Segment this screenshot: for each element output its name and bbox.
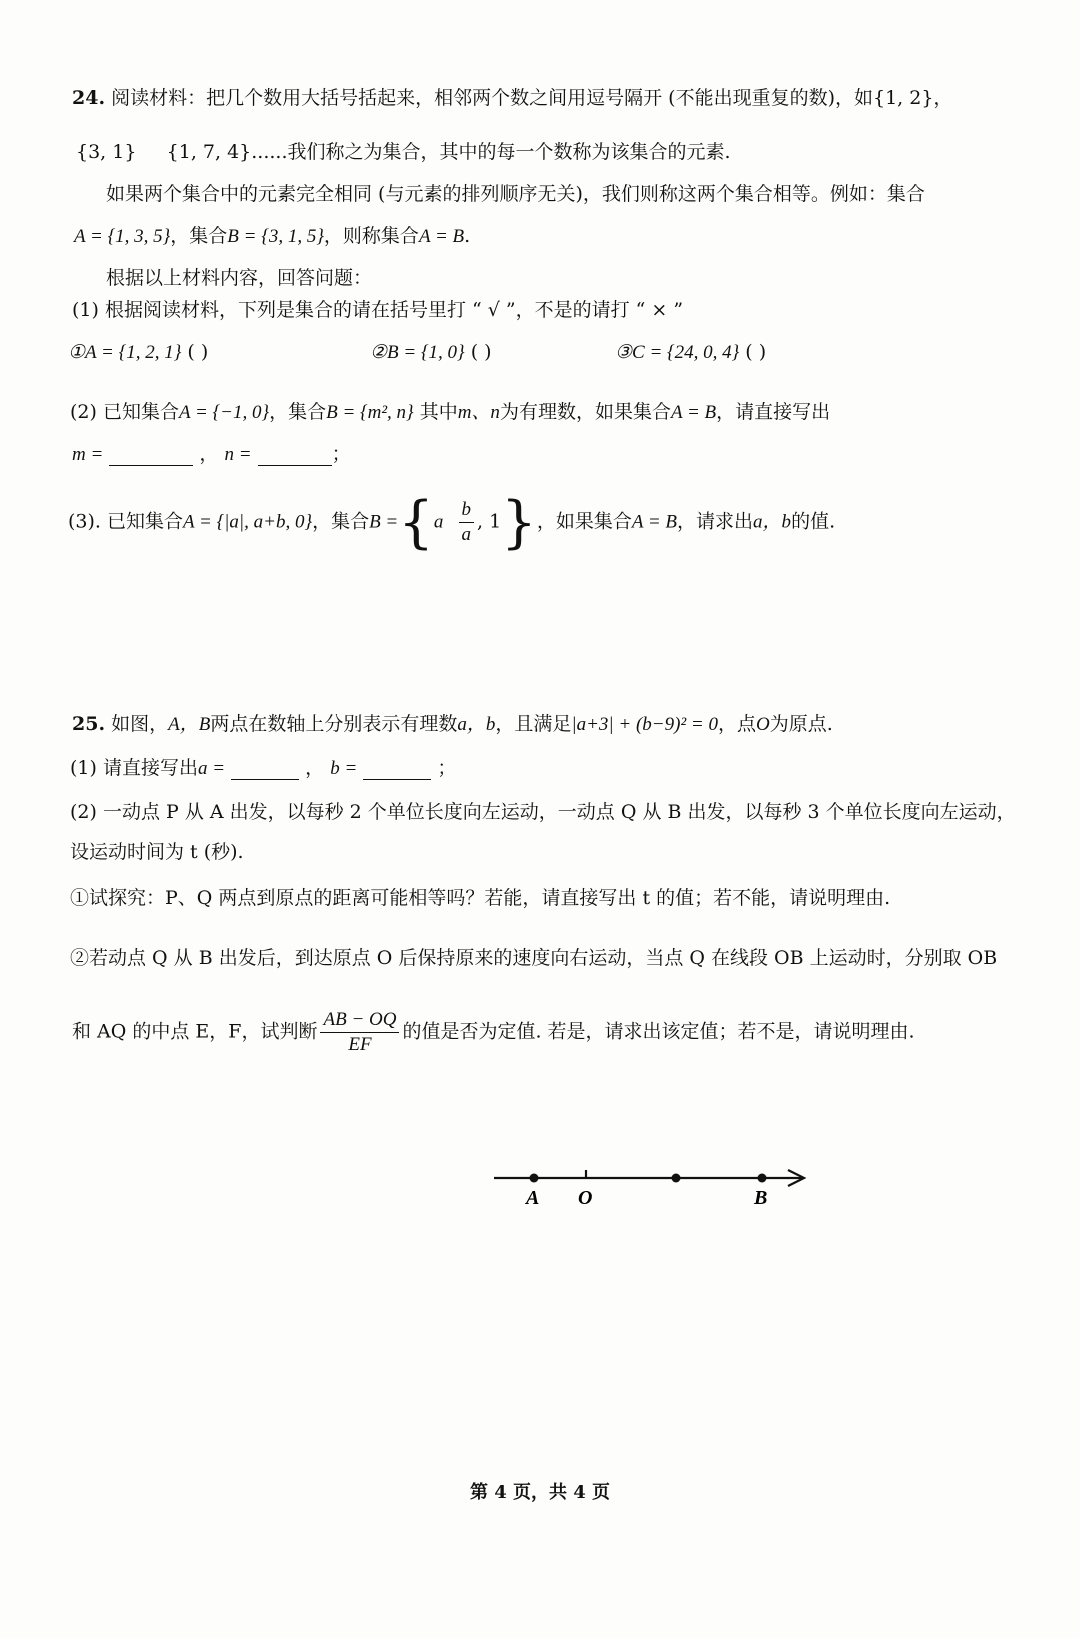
q25-condition: |a+3| + (b−9)² = 0 xyxy=(571,714,718,735)
q25-part2-q2b-b: 的值是否为定值. 若是，请求出该定值；若不是，请说明理由. xyxy=(402,1020,915,1043)
q24-part3-d: ，请求出 xyxy=(677,510,754,533)
q24-part3-b: ，集合 xyxy=(312,510,370,533)
q24-example-end: ，则称集合 xyxy=(323,225,419,247)
q24-part2 xyxy=(70,398,1080,427)
q24-part2-set-a: A = {−1, 0} xyxy=(178,402,270,423)
q25-intro-c: ，且满足 xyxy=(495,713,572,735)
q24-n-label: n = xyxy=(224,444,252,465)
q24-example-dot: . xyxy=(464,225,471,247)
q24-option-c: ③C = {24, 0, 4} xyxy=(615,342,740,363)
q24-answer-paren-b[interactable]: ( ) xyxy=(470,341,492,363)
q25-part2-text-2: 设运动时间为 t (秒). xyxy=(70,841,244,863)
q24-part2-eq: A = B xyxy=(670,402,717,423)
q25-part2-q2b-a: 和 AQ 的中点 E，F，试判断 xyxy=(72,1020,318,1043)
q24-part2-mn: m、n xyxy=(457,402,500,423)
q24-part3-elem-a: a xyxy=(433,511,444,533)
q25-number: 25. xyxy=(72,713,106,735)
q25-part2-line1 xyxy=(70,798,1080,826)
q24-example-set-b: B = {3, 1, 5} xyxy=(227,226,324,247)
q25-end: ； xyxy=(437,757,457,779)
q24-sep: ， xyxy=(199,443,219,465)
q25-intro-e: 为原点. xyxy=(769,713,833,735)
q24-part1-text: (1) 根据阅读材料，下列是集合的请在括号里打 “ √ ”，不是的请打 “ × ” xyxy=(72,299,684,321)
q25-numbers-ab: a，b xyxy=(457,714,496,735)
q24-part2-answers xyxy=(72,440,1080,469)
q24-part2-set-b: B = {m², n} xyxy=(326,402,414,423)
q24-option-b: ②B = {1, 0} xyxy=(370,342,465,363)
q24-part3-ab: a，b xyxy=(753,511,792,533)
q25-intro-d: ，点 xyxy=(717,713,756,735)
q25-part2-q2-text: ②若动点 Q 从 B 出发后，到达原点 O 后保持原来的速度向右运动，当点 Q 在线段 OB 上运动时，分别取 OB xyxy=(70,947,998,969)
q24-comma: ， xyxy=(933,87,953,109)
q24-part3-elem-rest: , 1 xyxy=(477,510,502,533)
q24-part3 xyxy=(68,490,1080,556)
q24-line2 xyxy=(76,138,1080,166)
q24-m-answer-blank[interactable] xyxy=(109,445,193,466)
q24-equal-definition xyxy=(106,180,1080,208)
q24-fraction-denominator: a xyxy=(461,524,471,545)
q25-intro xyxy=(72,710,1080,739)
q24-example-line xyxy=(74,222,1080,251)
q25-part2-text-1: (2) 一动点 P 从 A 出发，以每秒 2 个单位长度向左运动，一动点 Q 从 B 出发，以每秒 3 个单位长度向左运动， xyxy=(70,801,1016,823)
q24-part2-c: 其中 xyxy=(419,401,458,423)
q24-prompt xyxy=(106,264,1080,292)
q25-part2-q1-text: ①试探究：P、Q 两点到原点的距离可能相等吗？若能，请直接写出 t 的值；若不能，请说明理由. xyxy=(70,887,891,909)
q25-part2-q2b xyxy=(72,1008,1080,1057)
q24-example-1: {1, 2} xyxy=(872,87,934,109)
page-footer: 第 4 页，共 4 页 xyxy=(469,1482,611,1503)
q25-fraction xyxy=(320,1008,399,1057)
q24-part3-eq: A = B xyxy=(631,511,678,533)
q24-part3-set-a: A = {|a|, a+b, 0} xyxy=(183,511,313,533)
q24-part3-set-b-label: B = xyxy=(369,511,399,533)
label-b: B xyxy=(754,1187,768,1209)
q25-part2-q2 xyxy=(70,944,1080,972)
q24-end: ； xyxy=(331,443,351,465)
left-brace-icon: { xyxy=(398,490,434,556)
point-extra xyxy=(672,1174,681,1183)
q25-part1-a: (1) 请直接写出 xyxy=(70,757,198,779)
q24-answer-paren-a[interactable]: ( ) xyxy=(187,341,209,363)
q24-part3-a: (3). 已知集合 xyxy=(68,510,183,533)
q24-part1 xyxy=(72,296,1080,324)
number-line-figure xyxy=(490,1160,830,1220)
point-a xyxy=(530,1174,539,1183)
q25-origin-label: O xyxy=(756,714,770,735)
q24-prompt-text: 根据以上材料内容，回答问题： xyxy=(106,267,373,289)
q24-line1 xyxy=(72,84,1080,112)
q24-fraction-numerator: b xyxy=(459,498,475,523)
q24-example-eq: A = B xyxy=(418,226,465,247)
q24-part2-b: ，集合 xyxy=(269,401,327,423)
q24-answer-paren-c[interactable]: ( ) xyxy=(745,341,767,363)
q25-intro-b: 两点在数轴上分别表示有理数 xyxy=(210,713,458,735)
q24-part3-c: ，如果集合 xyxy=(536,510,632,533)
q24-intro-b: ......我们称之为集合，其中的每一个数称为该集合的元素. xyxy=(251,141,731,163)
q25-intro-a: 如图， xyxy=(111,713,169,735)
q25-a-label: a = xyxy=(197,758,226,779)
q24-example-set-a: A = {1, 3, 5} xyxy=(74,226,171,247)
q25-sep: ， xyxy=(305,757,325,779)
q25-fraction-denominator: EF xyxy=(348,1034,372,1055)
q25-part2-line2 xyxy=(70,838,1080,866)
q24-example-2: {3, 1} xyxy=(76,141,137,163)
q24-intro: 阅读材料：把几个数用大括号括起来，相邻两个数之间用逗号隔开 (不能出现重复的数)，如 xyxy=(111,87,873,109)
q25-a-answer-blank[interactable] xyxy=(231,759,299,780)
q25-b-label: b = xyxy=(330,758,358,779)
q25-fraction-numerator: AB − OQ xyxy=(320,1008,399,1033)
q24-part2-e: ，请直接写出 xyxy=(716,401,831,423)
q24-part2-d: 为有理数，如果集合 xyxy=(499,401,671,423)
point-b xyxy=(758,1174,767,1183)
q24-option-a: ①A = {1, 2, 1} xyxy=(68,342,182,363)
q24-number: 24. xyxy=(72,87,106,109)
q25-part2-q1 xyxy=(70,884,1080,912)
q24-part3-fraction xyxy=(459,498,475,547)
q24-part2-a: (2) 已知集合 xyxy=(70,401,179,423)
q24-example-mid: ，集合 xyxy=(170,225,228,247)
q24-part3-e: 的值. xyxy=(791,510,836,533)
q24-n-answer-blank[interactable] xyxy=(258,445,332,466)
right-brace-icon: } xyxy=(501,490,537,556)
q24-m-label: m = xyxy=(72,444,104,465)
q25-points-ab: A，B xyxy=(168,714,211,735)
q24-equal-def-text: 如果两个集合中的元素完全相同 (与元素的排列顺序无关)，我们则称这两个集合相等。例如：集合 xyxy=(106,183,925,205)
q24-example-3: {1, 7, 4} xyxy=(166,141,252,163)
q24-part1-option-c xyxy=(615,338,1080,367)
q25-part1 xyxy=(70,754,1080,783)
q25-b-answer-blank[interactable] xyxy=(363,759,431,780)
label-a: A xyxy=(526,1187,540,1209)
label-o: O xyxy=(578,1187,593,1209)
